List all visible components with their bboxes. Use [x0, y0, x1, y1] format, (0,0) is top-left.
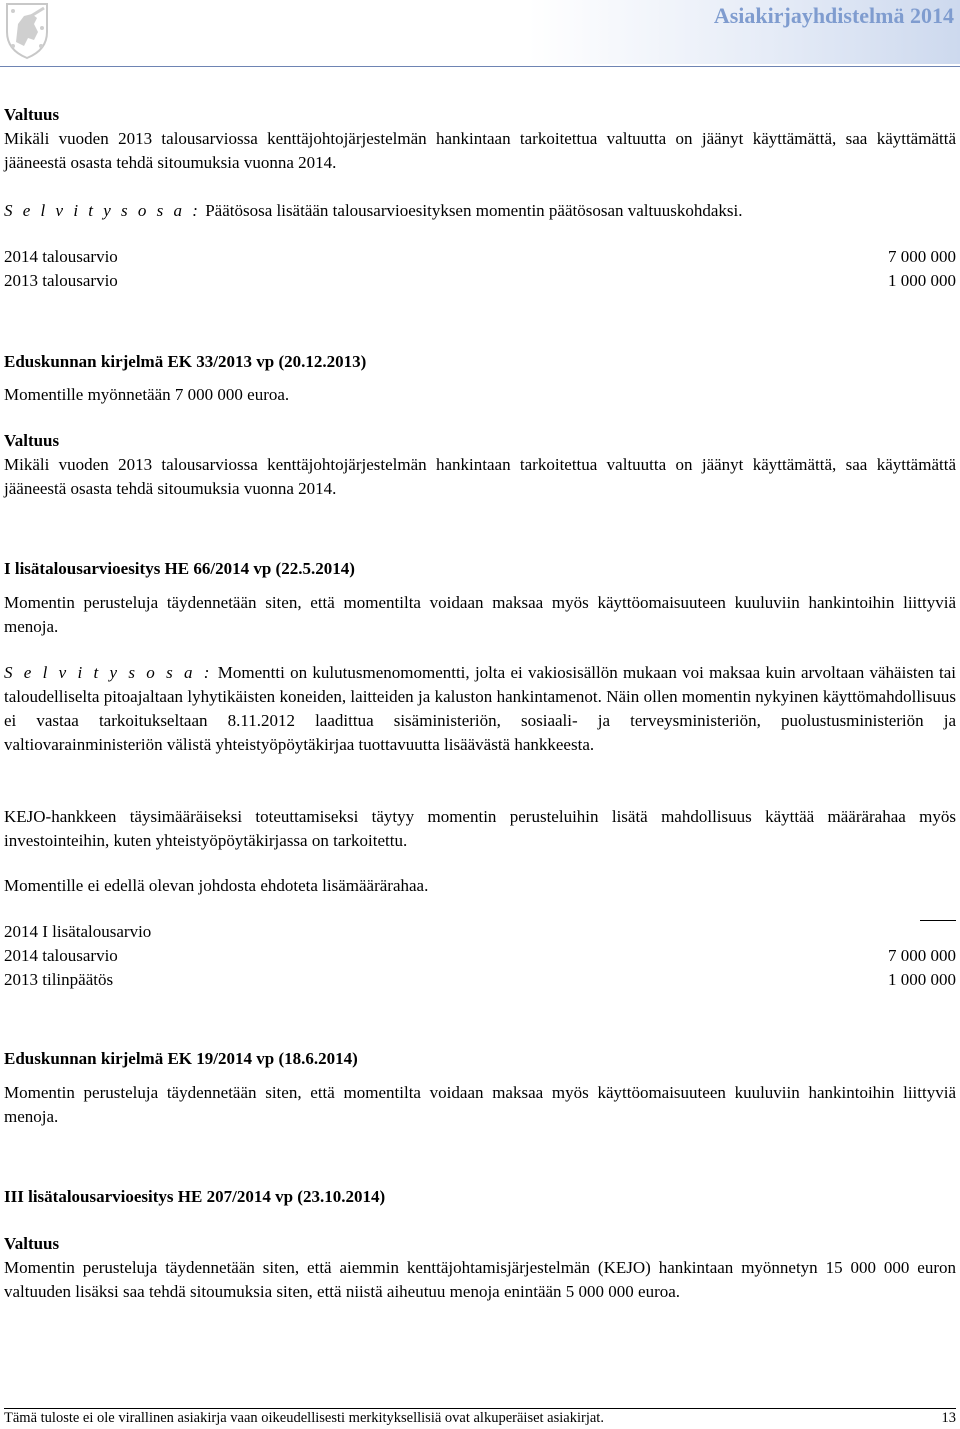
budget-row-label: 2013 talousarvio — [4, 271, 118, 290]
explanation-paragraph — [4, 199, 956, 223]
header-divider — [0, 66, 960, 67]
section-heading: Eduskunnan kirjelmä EK 33/2013 vp (20.12.2013) — [4, 352, 367, 371]
budget-row — [4, 968, 956, 992]
section-subheading: Valtuus — [4, 1234, 60, 1253]
budget-row — [4, 269, 956, 293]
budget-row-label: 2013 tilinpäätös — [4, 970, 114, 989]
section-heading: I lisätalousarvioesitys HE 66/2014 vp (22.5.2014) — [4, 559, 355, 578]
explanation-paragraph — [4, 661, 956, 757]
footer-note: Tämä tuloste ei ole virallinen asiakirja vaan oikeudellisesti merkityksellisiä ovat alkuperäiset asiakirjat. — [4, 1410, 604, 1426]
paragraph: Momentille myönnetään 7 000 000 euroa. — [4, 385, 290, 404]
paragraph: Momentin perusteluja täydennetään siten, että aiemmin kenttäjohtamisjärjestelmän (KEJO) hankintaan myönnetyn 15 000 000 euron valtuuden lisäksi saa tehdä sitoumuksia siten, että niistä aiheutuu menoja enintään 5 000 000 euroa. — [4, 1258, 956, 1301]
budget-row-value: 1 000 000 — [888, 271, 956, 290]
paragraph: Mikäli vuoden 2013 talousarviossa kenttäjohtojärjestelmän hankintaan tarkoitettua valtuutta on jäänyt käyttämättä, saa käyttämättä jääneestä osasta tehdä sitoumuksia vuonna 2014. — [4, 129, 956, 172]
budget-row-label: 2014 talousarvio — [4, 946, 118, 965]
paragraph: Momentille ei edellä olevan johdosta ehdoteta lisämäärärahaa. — [4, 876, 429, 895]
explanation-label: S e l v i t y s o s a : — [4, 663, 213, 682]
dash-mark — [920, 920, 956, 921]
section-subheading: Valtuus — [4, 431, 60, 450]
document-title: Asiakirjayhdistelmä 2014 — [713, 3, 954, 28]
budget-row — [4, 944, 956, 968]
paragraph: Momentin perusteluja täydennetään siten, että momentilta voidaan maksaa myös käyttöomaisuuteen kuuluviin hankintoihin liittyviä menoja. — [4, 593, 956, 636]
budget-row-label: 2014 I lisätalousarvio — [4, 922, 152, 941]
page-number: 13 — [941, 1410, 956, 1426]
budget-row-value: 1 000 000 — [888, 970, 956, 989]
budget-row-value: 7 000 000 — [888, 247, 956, 266]
budget-row-value: 7 000 000 — [888, 946, 956, 965]
paragraph: Mikäli vuoden 2013 talousarviossa kenttäjohtojärjestelmän hankintaan tarkoitettua valtuutta on jäänyt käyttämättä, saa käyttämättä jääneestä osasta tehdä sitoumuksia vuonna 2014. — [4, 455, 956, 498]
paragraph: Momentin perusteluja täydennetään siten, että momentilta voidaan maksaa myös käyttöomaisuuteen kuuluviin hankintoihin liittyviä menoja. — [4, 1083, 956, 1126]
section-heading: Valtuus — [4, 105, 60, 124]
explanation-label: S e l v i t y s o s a : — [4, 201, 201, 220]
section-heading: III lisätalousarvioesitys HE 207/2014 vp (23.10.2014) — [4, 1187, 386, 1206]
budget-row — [4, 920, 956, 944]
coat-of-arms-logo — [4, 2, 50, 60]
budget-row-label: 2014 talousarvio — [4, 247, 118, 266]
budget-row — [4, 245, 956, 269]
section-heading: Eduskunnan kirjelmä EK 19/2014 vp (18.6.2014) — [4, 1049, 358, 1068]
explanation-text: Päätösosa lisätään talousarvioesityksen momentin päätösosan valtuuskohdaksi. — [205, 201, 743, 220]
explanation-text: Momentti on kulutusmenomomentti, jolta ei vakiosisällön mukaan voi maksaa kuin arvoltaan vähäisten tai taloudelliselta pitoajaltaan lyhytikäisten koneiden, laitteiden ja kaluston hankintamenot. Näin ollen momentin nykyinen käyttömahdollisuus ei vastaa tarkoitukseltaan 8.11.2012 laadittua sisäministeriön, sosiaali- ja terveysministeriön, puolustusministeriön ja valtiovarainministeriön välistä yhteistyöpöytäkirjaa tuottavuutta lisäävästä hankkeesta. — [4, 663, 956, 754]
page-footer — [4, 1408, 956, 1428]
paragraph: KEJO-hankkeen täysimääräiseksi toteuttamiseksi täytyy momentin perusteluihin lisätä mahdollisuus käyttää määrärahaa myös investointeihin, kuten yhteistyöpöytäkirjassa on tarkoitettu. — [4, 807, 956, 850]
